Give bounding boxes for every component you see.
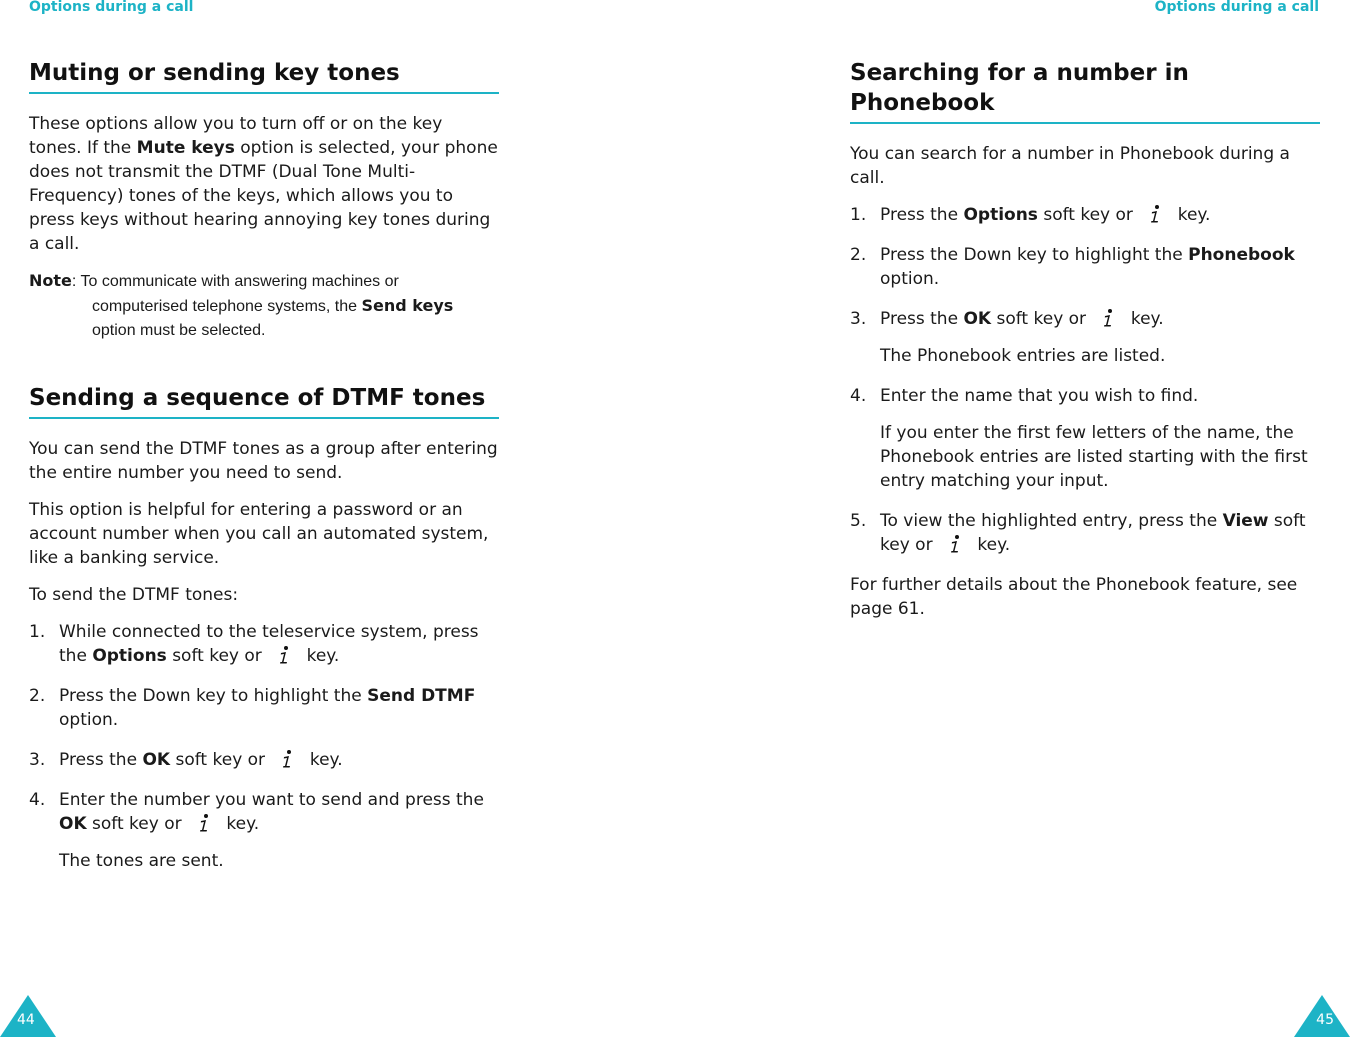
right-page <box>675 0 1350 1037</box>
text: key. <box>301 646 340 666</box>
list-item <box>29 788 499 873</box>
text: soft key or <box>170 750 271 770</box>
page-number-tab <box>0 989 56 1037</box>
step-result: If you enter the first few letters of the name, the Phonebook entries are listed starting with the first entry matching your input. <box>880 423 1308 491</box>
list-item <box>29 684 499 732</box>
bold-term: OK <box>963 309 992 329</box>
text: Press the <box>880 205 964 225</box>
step-number: 5. <box>850 511 867 531</box>
page-number-tab <box>1294 989 1350 1037</box>
text: key. <box>1172 205 1211 225</box>
dtmf-steps <box>29 620 499 873</box>
running-head: Options during a call <box>29 0 194 15</box>
right-column <box>850 58 1320 634</box>
bold-term: OK <box>59 814 87 834</box>
text: These options allow you to turn off or on the key tones. If the <box>29 114 443 158</box>
note <box>29 269 499 343</box>
page-number: 45 <box>1316 1012 1334 1028</box>
step-number: 4. <box>29 790 46 810</box>
text: option is selected, your phone does not transmit the DTMF (Dual Tone Multi-Frequency) tones of the keys, which allows you to press keys without hearing annoying key tones during a call. <box>29 138 498 254</box>
step-result: The tones are sent. <box>59 851 224 871</box>
bold-term: View <box>1222 511 1269 531</box>
bold-term: Send keys <box>361 296 454 315</box>
step-result: The Phonebook entries are listed. <box>880 346 1166 366</box>
text: To view the highlighted entry, press the <box>880 511 1223 531</box>
text: Enter the name that you wish to find. <box>880 386 1199 406</box>
text: Press the Down key to highlight the <box>880 245 1189 265</box>
step-number: 3. <box>850 309 867 329</box>
text: key. <box>221 814 260 834</box>
text: soft key or <box>166 646 268 666</box>
text: soft key or <box>86 814 187 834</box>
text: Press the <box>59 750 143 770</box>
step-number: 1. <box>29 622 46 642</box>
dtmf-paragraph-2: This option is helpful for entering a password or an account number when you call an automated system, like a banking service. <box>29 500 489 568</box>
text: key. <box>971 535 1011 555</box>
section-title-dtmf: Sending a sequence of DTMF tones <box>29 383 499 419</box>
bold-term: Phonebook <box>1188 245 1295 265</box>
bold-term: Mute keys <box>136 138 235 158</box>
list-item <box>29 748 499 772</box>
note-label: Note <box>29 271 72 290</box>
ok-key-icon <box>1095 308 1121 328</box>
ok-key-icon <box>1142 204 1168 224</box>
muting-paragraph <box>29 112 499 256</box>
ok-key-icon <box>274 749 300 769</box>
text: soft key or <box>991 309 1092 329</box>
dtmf-paragraph-3: To send the DTMF tones: <box>29 585 239 605</box>
text: option. <box>880 269 940 289</box>
dtmf-paragraph-1: You can send the DTMF tones as a group after entering the entire number you need to send. <box>29 439 498 483</box>
page-number: 44 <box>17 1012 35 1028</box>
step-number: 3. <box>29 750 46 770</box>
bold-term: Options <box>963 205 1038 225</box>
bold-term: Options <box>92 646 167 666</box>
phonebook-steps <box>850 203 1320 557</box>
ok-key-icon <box>191 813 217 833</box>
list-item <box>850 307 1320 368</box>
text: soft key or <box>880 511 1306 555</box>
step-number: 1. <box>850 205 867 225</box>
list-item <box>850 243 1320 291</box>
text: key. <box>304 750 343 770</box>
list-item <box>29 620 499 668</box>
list-item <box>850 509 1320 557</box>
step-number: 4. <box>850 386 867 406</box>
text: Enter the number you want to send and press the <box>59 790 484 810</box>
ok-key-icon <box>271 645 297 665</box>
step-number: 2. <box>29 686 46 706</box>
list-item <box>850 203 1320 227</box>
list-item <box>850 384 1320 493</box>
bold-term: Send DTMF <box>367 686 476 706</box>
text: option. <box>59 710 119 730</box>
section-title-phonebook: Searching for a number in Phonebook <box>850 58 1320 124</box>
running-head: Options during a call <box>1154 0 1319 15</box>
bold-term: OK <box>142 750 171 770</box>
text: soft key or <box>1037 205 1139 225</box>
phonebook-intro: You can search for a number in Phonebook during a call. <box>850 144 1290 188</box>
text: Press the <box>880 309 964 329</box>
step-number: 2. <box>850 245 867 265</box>
left-column <box>29 58 499 889</box>
text: option must be selected. <box>92 322 266 339</box>
text: Press the Down key to highlight the <box>59 686 368 706</box>
text: While connected to the teleservice system, press the <box>59 622 479 666</box>
text: key. <box>1125 309 1164 329</box>
phonebook-closing: For further details about the Phonebook feature, see page 61. <box>850 575 1298 619</box>
text: : To communicate with answering machines or computerised telephone systems, the <box>71 273 399 315</box>
section-title-muting: Muting or sending key tones <box>29 58 499 94</box>
ok-key-icon <box>942 534 968 554</box>
